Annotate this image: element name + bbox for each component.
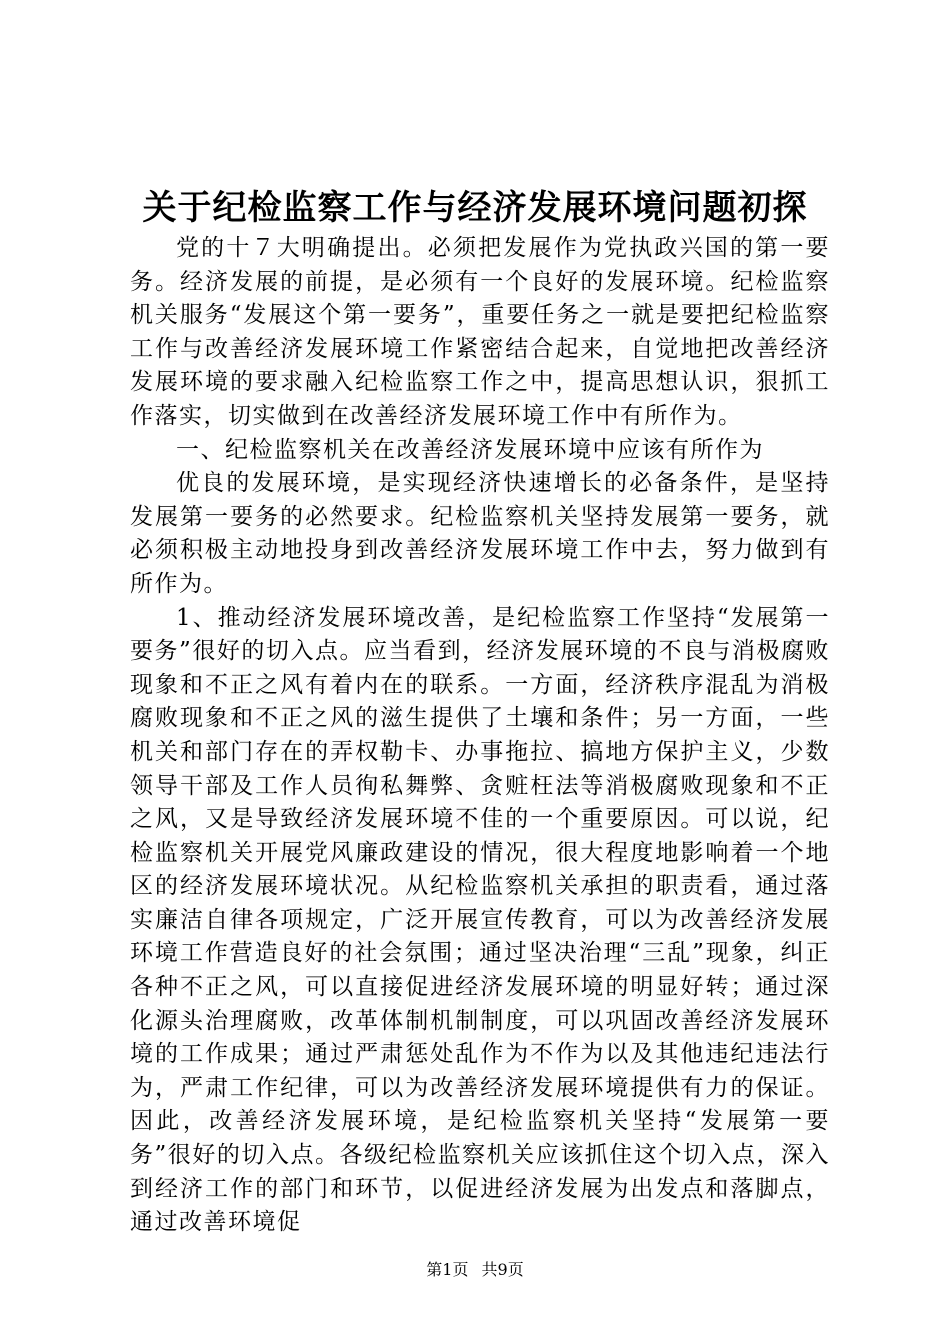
document-title: 关于纪检监察工作与经济发展环境问题初探 xyxy=(142,188,808,228)
document-body xyxy=(130,232,830,1240)
page-footer xyxy=(0,1258,950,1282)
section-heading-1: 一、纪检监察机关在改善经济发展环境中应该有所作为 xyxy=(176,436,764,463)
page-number: 第1页 xyxy=(426,1260,469,1279)
paragraph-section-1: 优良的发展环境，是实现经济快速增长的必备条件，是坚持发展第一要务的必然要求。纪检监察机关坚持发展第一要务，就必须积极主动地投身到改善经济发展环境工作中去，努力做到有所作为。 xyxy=(130,470,830,597)
page-total: 共9页 xyxy=(481,1260,524,1279)
paragraph-intro: 党的十７大明确提出。必须把发展作为党执政兴国的第一要务。经济发展的前提，是必须有一个良好的发展环境。纪检监察机关服务“发展这个第一要务”，重要任务之一就是要把纪检监察工作与改善经济发展环境工作紧密结合起来，自觉地把改善经济发展环境的要求融入纪检监察工作之中，提高思想认识，狠抓工作落实，切实做到在改善经济发展环境工作中有所作为。 xyxy=(130,235,830,429)
paragraph-point-1: 1、推动经济发展环境改善，是纪检监察工作坚持“发展第一要务”很好的切入点。应当看到，经济发展环境的不良与消极腐败现象和不正之风有着内在的联系。一方面，经济秩序混乱为消极腐败现象和不正之风的滋生提供了土壤和条件；另一方面，一些机关和部门存在的弄权勒卡、办事拖拉、搞地方保护主义，少数领导干部及工作人员徇私舞弊、贪赃枉法等消极腐败现象和不正之风，又是导致经济发展环境不佳的一个重要原因。可以说，纪检监察机关开展党风廉政建设的情况，很大程度地影响着一个地区的经济发展环境状况。从纪检监察机关承担的职责看，通过落实廉洁自律各项规定，广泛开展宣传教育，可以为改善经济发展环境工作营造良好的社会氛围；通过坚决治理“三乱”现象，纠正各种不正之风，可以直接促进经济发展环境的明显好转；通过深化源头治理腐败，改革体制机制制度，可以巩固改善经济发展环境的工作成果；通过严肃惩处乱作为不作为以及其他违纪违法行为，严肃工作纪律，可以为改善经济发展环境提供有力的保证。因此，改善经济发展环境，是纪检监察机关坚持“发展第一要务”很好的切入点。各级纪检监察机关应该抓住这个切入点，深入到经济工作的部门和环节，以促进经济发展为出发点和落脚点，通过改善环境促 xyxy=(130,604,830,1236)
